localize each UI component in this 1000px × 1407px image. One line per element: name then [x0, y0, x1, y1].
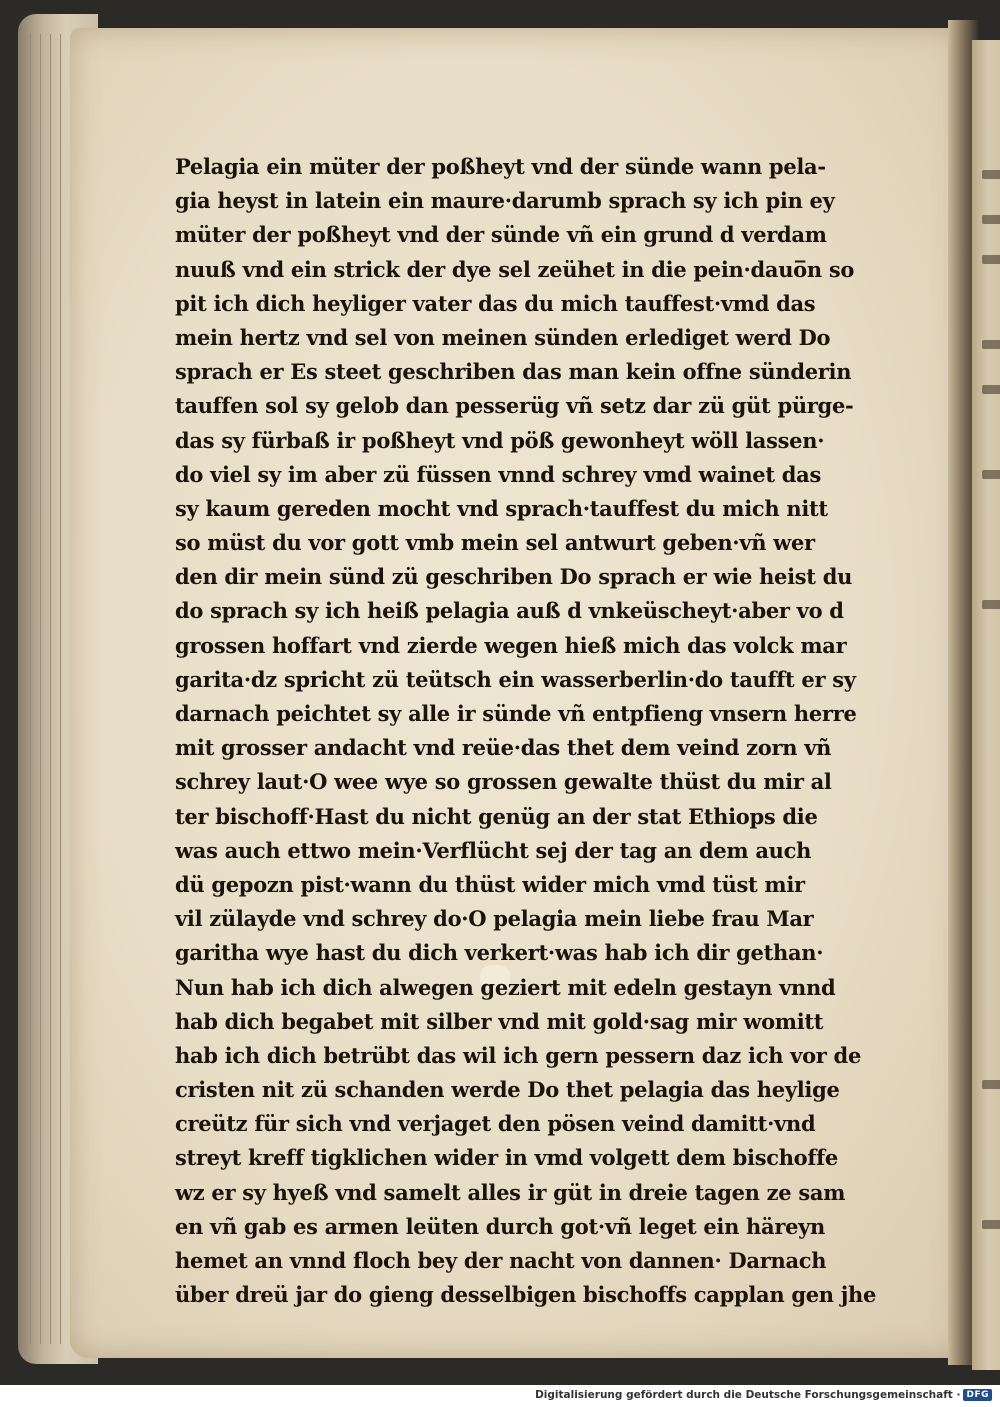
text-line: nuuß vnd ein strick der dye sel zeühet in die pein·dauo̅n so	[175, 256, 855, 282]
text-line: do sprach sy ich heiß pelagia auß d vnkeüscheyt·aber vo d	[175, 598, 844, 624]
credit-text: Digitalisierung gefördert durch die Deutsche Forschungsgemeinschaft ·	[535, 1389, 961, 1401]
adjacent-text-fragment	[982, 170, 1000, 179]
adjacent-text-fragment	[982, 470, 1000, 479]
text-line: grossen hoffart vnd zierde wegen hieß mich das volck mar	[175, 632, 847, 658]
text-line: en vñ gab es armen leüten durch got·vñ leget ein häreyn	[175, 1213, 826, 1239]
text-line: mein hertz vnd sel von meinen sünden erlediget werd Do	[175, 324, 831, 350]
text-line: Pelagia ein müter der poßheyt vnd der sünde wann pela-	[175, 154, 826, 179]
dfg-logo: DFG	[963, 1389, 992, 1401]
text-line: garitha wye hast du dich verkert·was hab ich dir gethan·	[175, 940, 824, 966]
text-line: gia heyst in latein ein maure·darumb sprach sy ich pin ey	[175, 188, 835, 214]
text-line: darnach peichtet sy alle ir sünde vñ entpfieng vnsern herre	[175, 701, 857, 726]
text-line: vil zülayde vnd schrey do·O pelagia mein liebe frau Mar	[175, 906, 814, 932]
leaf-edge-line	[40, 34, 41, 1344]
adjacent-text-fragment	[982, 255, 1000, 264]
text-line: Nun hab ich dich alwegen geziert mit edeln gestayn vnnd	[175, 974, 836, 1000]
text-line: über dreü jar do gieng desselbigen bischoffs capplan gen jhe	[175, 1282, 877, 1308]
adjacent-text-fragment	[982, 1080, 1000, 1089]
text-line: cristen nit zü schanden werde Do thet pelagia das heylige	[175, 1077, 840, 1103]
text-line: schrey laut·O wee wye so grossen gewalte thüst du mir al	[175, 769, 832, 795]
adjacent-text-fragment	[982, 385, 1000, 394]
adjacent-text-fragment	[982, 215, 1000, 224]
adjacent-text-fragment	[982, 340, 1000, 349]
footer-bar	[0, 1385, 1000, 1407]
digitization-credit	[535, 1389, 992, 1401]
adjacent-text-fragment	[982, 1220, 1000, 1229]
text-line: das sy fürbaß ir poßheyt vnd pöß gewonheyt wöll lassen·	[175, 427, 825, 453]
leaf-edge-line	[60, 34, 61, 1344]
text-line: ter bischoff·Hast du nicht genüg an der stat Ethiops die	[175, 803, 818, 829]
text-line: sprach er Es steet geschriben das man kein offne sünderin	[175, 359, 852, 385]
text-line: so müst du vor gott vmb mein sel antwurt geben·vñ wer	[175, 530, 815, 556]
leaf-edge-line	[30, 34, 31, 1344]
text-line: do viel sy im aber zü füssen vnnd schrey vmd wainet das	[175, 461, 821, 487]
leaf-edge-line	[50, 34, 51, 1344]
text-line: tauffen sol sy gelob dan pesserüg vñ setz dar zü güt pürge-	[175, 393, 854, 419]
text-line: garita·dz spricht zü teütsch ein wasserberlin·do taufft er sy	[175, 666, 856, 692]
text-line: creütz für sich vnd verjaget den pösen veind damitt·vnd	[175, 1111, 816, 1137]
text-line: mit grosser andacht vnd reüe·das thet dem veind zorn vñ	[175, 735, 832, 761]
text-line: wz er sy hyeß vnd samelt alles ir güt in dreie tagen ze sam	[175, 1179, 846, 1205]
adjacent-page-edge	[972, 40, 1000, 1370]
text-line: pit ich dich heyliger vater das du mich tauffest·vmd das	[175, 290, 816, 316]
text-line: hab dich begabet mit silber vnd mit gold·sag mir womitt	[175, 1008, 824, 1034]
text-line: sy kaum gereden mocht vnd sprach·tauffest du mich nitt	[175, 495, 828, 521]
text-line: streyt kreff tigklichen wider in vmd volgett dem bischoffe	[175, 1145, 838, 1171]
blackletter-text-block	[175, 150, 875, 1312]
adjacent-text-fragment	[982, 600, 1000, 609]
text-line: hemet an vnnd floch bey der nacht von dannen· Darnach	[175, 1248, 827, 1273]
text-line: müter der poßheyt vnd der sünde vñ ein grund d verdam	[175, 222, 827, 248]
text-line: dü gepozn pist·wann du thüst wider mich vmd tüst mir	[175, 871, 805, 897]
text-line: hab ich dich betrübt das wil ich gern pessern daz ich vor de	[175, 1042, 862, 1068]
text-line: den dir mein sünd zü geschriben Do sprach er wie heist du	[175, 564, 853, 590]
text-line: was auch ettwo mein·Verflücht sej der tag an dem auch	[175, 837, 812, 863]
